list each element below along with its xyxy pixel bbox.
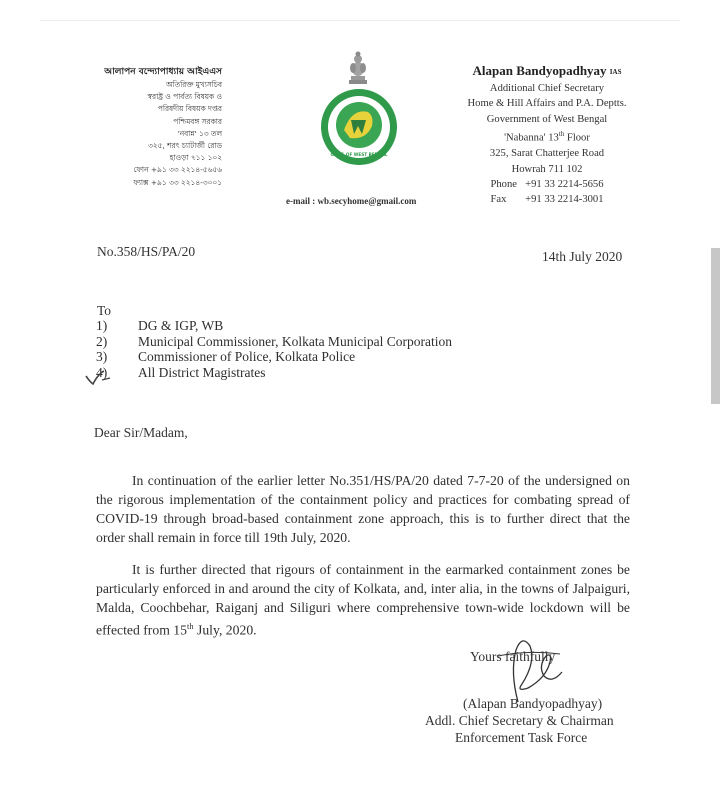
signer-name: (Alapan Bandyopadhyay) [463, 696, 603, 711]
scrollbar-thumb[interactable] [711, 248, 720, 404]
sender-phone: Phone +91 33 2214-5656 [490, 178, 604, 190]
bengali-department-1: স্বরাষ্ট্র ও পার্বত্য বিষয়ক ও [147, 92, 222, 102]
signer-designation-2: Enforcement Task Force [455, 730, 588, 745]
sender-department: Home & Hill Affairs and P.A. Deptts. [467, 98, 627, 110]
page-top-divider [40, 20, 680, 21]
sender-building: 'Nabanna' 13th Floor [504, 130, 590, 144]
sender-government: Government of West Bengal [486, 113, 608, 125]
list-item: 1) DG & IGP, WB [96, 318, 224, 333]
salutation: Dear Sir/Madam, [94, 425, 188, 440]
reference-number: No.358/HS/PA/20 [97, 244, 196, 259]
bengali-fax: ফ্যাক্স +৯১ ৩৩ ২২১৪-৩০০১ [133, 177, 222, 187]
list-item: 2) Municipal Commissioner, Kolkata Municipal Corporation [96, 333, 453, 349]
sender-city: Howrah 711 102 [511, 163, 583, 175]
bengali-phone: ফোন +৯১ ৩৩ ২২১৪-৫৬৫৬ [133, 165, 222, 175]
bengali-road: ৩২৫, শরৎ চ্যাটার্জী রোড [147, 141, 222, 151]
handwritten-signature [488, 632, 568, 706]
handwritten-tick-mark [84, 368, 116, 388]
sender-email: e-mail : wb.secyhome@gmail.com [286, 196, 417, 206]
sender-name: Alapan Bandyopadhyay [472, 63, 607, 78]
sender-ias: IAS [609, 68, 622, 76]
english-letterhead [462, 62, 632, 208]
sender-name-line [462, 62, 632, 81]
closing-phrase: Yours faithfully [470, 649, 556, 664]
addressee-list [96, 318, 452, 380]
list-item: 4) All District Magistrates [96, 364, 266, 380]
national-emblem-icon [345, 50, 371, 86]
bengali-name: আলাপন বন্দ্যোপাধ্যায় আইএএস [104, 67, 222, 77]
list-item: 3) Commissioner of Police, Kolkata Police [96, 349, 356, 365]
bengali-government: পশ্চিমবঙ্গ সরকার [173, 116, 222, 126]
seal-caption: GOVT. OF WEST BENGAL [330, 152, 388, 157]
body-paragraph-1: In continuation of the earlier letter No.351/HS/PA/20 dated 7-7-20 of the undersigned on the rigorous implementation of the containment policy and practices for combating spread of COVID-19 through broad-based containment zone approach, this is to further direct that the order shall remain in force till 19th July, 2020. [96, 473, 630, 545]
to-label: To [97, 303, 112, 318]
bengali-designation: অতিরিক্ত মুখ্যসচিব [166, 80, 222, 89]
bengali-city: হাওড়া ৭১১ ১০২ [169, 153, 222, 163]
bengali-letterhead [56, 66, 222, 189]
signer-designation-1: Addl. Chief Secretary & Chairman [425, 713, 614, 728]
body-paragraph-2: It is further directed that rigours of containment in the earmarked containment zones be particularly enforced in and around the city of Kolkata, and, inter alia, in the towns of Jalpaiguri, Malda, Coochbehar, Raiganj and Siliguri where comprehensive town-wide lockdown will be effected from 15th July, 2020. [96, 562, 630, 638]
letter-date: 14th July 2020 [542, 249, 623, 264]
sender-fax: Fax +91 33 2214-3001 [490, 194, 604, 206]
government-seal-logo [318, 86, 400, 168]
bengali-department-2: পরিষদীয় বিষয়ক দপ্তর [157, 104, 222, 114]
bengali-building: 'নবান্ন' ১৩ তল [177, 128, 222, 138]
sender-designation: Additional Chief Secretary [489, 83, 605, 94]
sender-road: 325, Sarat Chatterjee Road [489, 148, 605, 160]
